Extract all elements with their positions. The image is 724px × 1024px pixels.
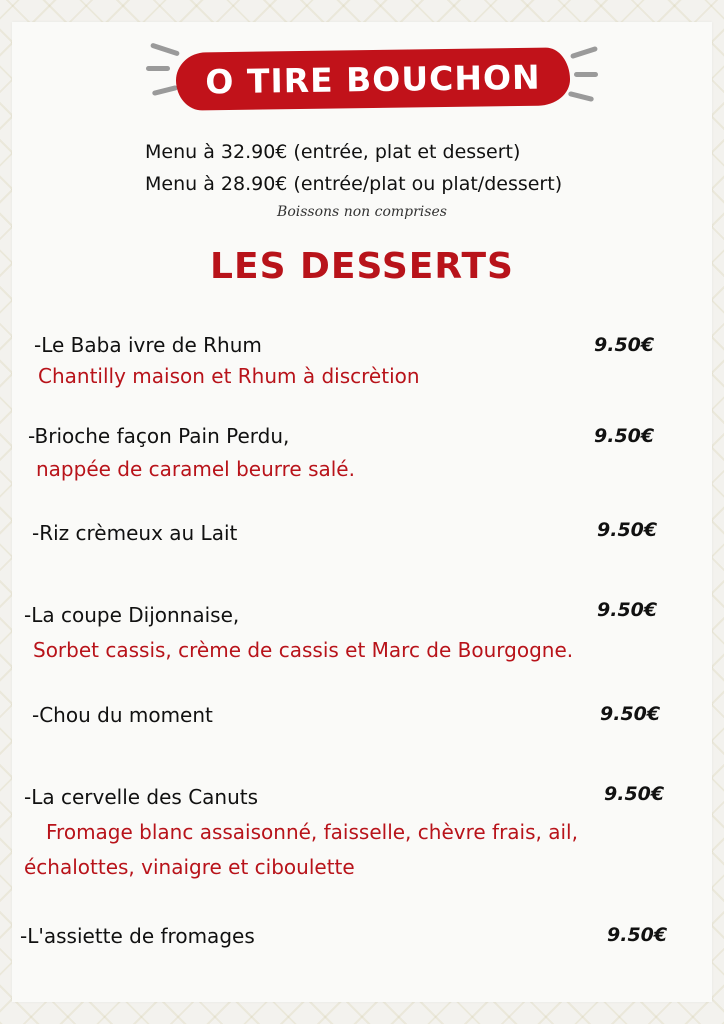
dessert-name: -Brioche façon Pain Perdu, bbox=[28, 424, 290, 448]
dessert-name: -La cervelle des Canuts bbox=[24, 785, 259, 809]
dessert-price: 9.50€ bbox=[597, 519, 658, 541]
dessert-name: -Le Baba ivre de Rhum bbox=[34, 333, 262, 357]
dessert-name: -Chou du moment bbox=[32, 703, 213, 727]
restaurant-name: O TIRE BOUCHON bbox=[205, 57, 541, 101]
dessert-description: Sorbet cassis, crème de cassis et Marc de Bourgogne. bbox=[33, 638, 574, 662]
dessert-price: 9.50€ bbox=[594, 334, 655, 356]
dessert-description: échalottes, vinaigre et ciboulette bbox=[24, 855, 355, 879]
dessert-price: 9.50€ bbox=[597, 599, 658, 621]
decor-dash bbox=[146, 66, 170, 71]
dessert-price: 9.50€ bbox=[604, 783, 665, 805]
dessert-description: nappée de caramel beurre salé. bbox=[36, 457, 355, 481]
menu-price-short: Menu à 28.90€ (entrée/plat ou plat/dessert) bbox=[145, 173, 563, 195]
decor-dash bbox=[574, 72, 598, 77]
dessert-description: Fromage blanc assaisonné, faisselle, chèvre frais, ail, bbox=[46, 820, 578, 844]
drinks-note: Boissons non comprises bbox=[277, 204, 447, 220]
section-title: LES DESSERTS bbox=[210, 246, 514, 287]
title-banner bbox=[176, 47, 571, 110]
dessert-price: 9.50€ bbox=[600, 703, 661, 725]
dessert-name: -La coupe Dijonnaise, bbox=[24, 603, 240, 627]
dessert-price: 9.50€ bbox=[594, 425, 655, 447]
menu-price-full: Menu à 32.90€ (entrée, plat et dessert) bbox=[145, 141, 521, 163]
dessert-name: -L'assiette de fromages bbox=[20, 924, 255, 948]
dessert-name: -Riz crèmeux au Lait bbox=[32, 521, 238, 545]
dessert-description: Chantilly maison et Rhum à discrètion bbox=[38, 364, 420, 388]
dessert-price: 9.50€ bbox=[607, 924, 668, 946]
